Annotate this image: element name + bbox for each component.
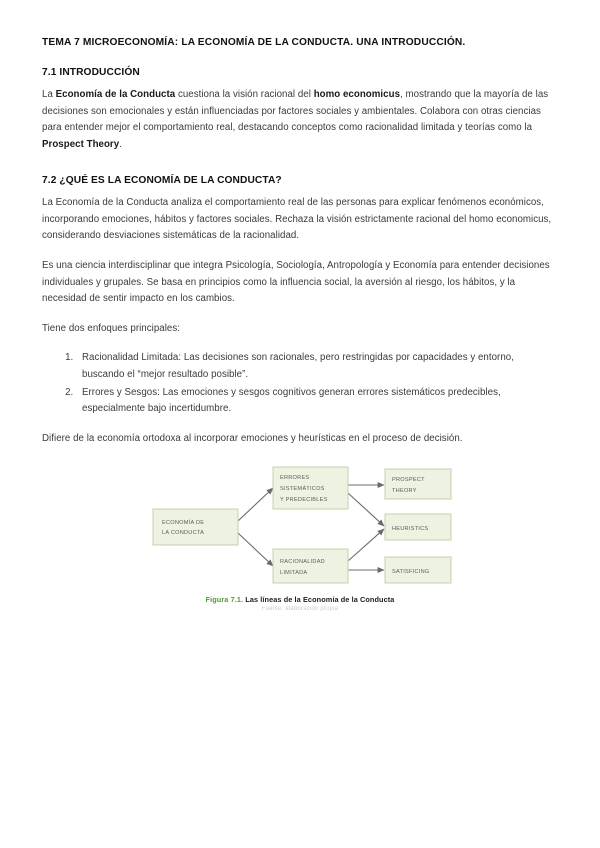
node-prospect-line-2: THEORY [392,488,417,495]
paragraph-enfoques-lead: Tiene dos enfoques principales: [42,322,180,334]
edge-racionalidad-heuristics [348,529,384,561]
diagram-node-satisficing [385,557,451,583]
edge-economia-racionalidad [238,533,273,566]
edge-errores-heuristics [348,493,384,526]
edge-economia-errores [238,488,273,521]
node-heuristics-line-1: HEURISTICS [392,526,429,533]
paragraph-intro: La Economía de la Conducta cuestiona la visión racional del homo economicus, mostrando que la mayoría de las decisiones son emocionales y están influenciadas por factores sociales y ambientales. Colabora con otras ciencias para entender mejor el comportamiento real, destacando conceptos como racionalidad limitada y teorías como la Prospect Theory. [42,89,549,150]
section-heading-7-2: 7.2 ¿QUÉ ES LA ECONOMÍA DE LA CONDUCTA? [42,175,282,187]
list-item: 2. Errores y Sesgos: Las emociones y sesgos cognitivos generan errores sistemáticos predecibles, especialmente bajo incertidumbre. [76,385,558,418]
section-heading-7-1: 7.1 INTRODUCCIÓN [42,67,140,79]
node-satisficing-line-1: SATISFICING [392,569,430,576]
node-errores-line-1: ERRORES [280,475,310,482]
figure-caption-cutoff: Fuente: elaboración propia [261,606,339,612]
diagram-lineas-economia-conducta [135,463,465,591]
node-prospect-line-1: PROSPECT [392,477,425,484]
enfoques-list [42,350,558,417]
diagram-node-economia [153,509,238,545]
figure-caption-text: Las líneas de la Economía de la Conducta [243,595,395,605]
figure-caption [42,595,558,605]
diagram-node-errores [273,467,348,509]
paragraph-difiere: Difiere de la economía ortodoxa al incorporar emociones y heurísticas en el proceso de decisión. [42,432,463,444]
page-title: TEMA 7 MICROECONOMÍA: LA ECONOMÍA DE LA CONDUCTA. UNA INTRODUCCIÓN. [42,37,466,48]
diagram-node-racionalidad [273,549,348,583]
diagram-node-prospect [385,469,451,499]
list-item: 1. Racionalidad Limitada: Las decisiones son racionales, pero restringidas por capacidades y entorno, buscando el “mejor resultado posible”. [76,350,558,383]
node-errores-line-3: Y PREDECIBLES [280,497,328,504]
node-economia-line-2: LA CONDUCTA [162,530,205,537]
paragraph-interdisciplinar: Es una ciencia interdisciplinar que integra Psicología, Sociología, Antropología y Economía para entender decisiones individuales y grupales. Se basa en principios como la influencia social, la aversión al riesgo, los hábitos, y la necesidad de sentir impacto en los cambios. [42,259,550,305]
node-racionalidad-line-2: LIMITADA [280,570,308,577]
node-errores-line-2: SISTEMÁTICOS [280,486,325,493]
paragraph-definition: La Economía de la Conducta analiza el comportamiento real de las personas para explicar fenómenos económicos, incorporando emociones, hábitos y factores sociales. Rechaza la visión estrictamente racional del homo economicus, considerando desviaciones sistemáticas de la racionalidad. [42,197,552,242]
node-economia-line-1: ECONOMÍA DE [162,520,205,527]
node-racionalidad-line-1: RACIONALIDAD [280,559,325,566]
figure-7-1 [42,463,558,611]
figure-number: Figura 7.1. [205,595,244,605]
diagram-node-heuristics [385,514,451,540]
